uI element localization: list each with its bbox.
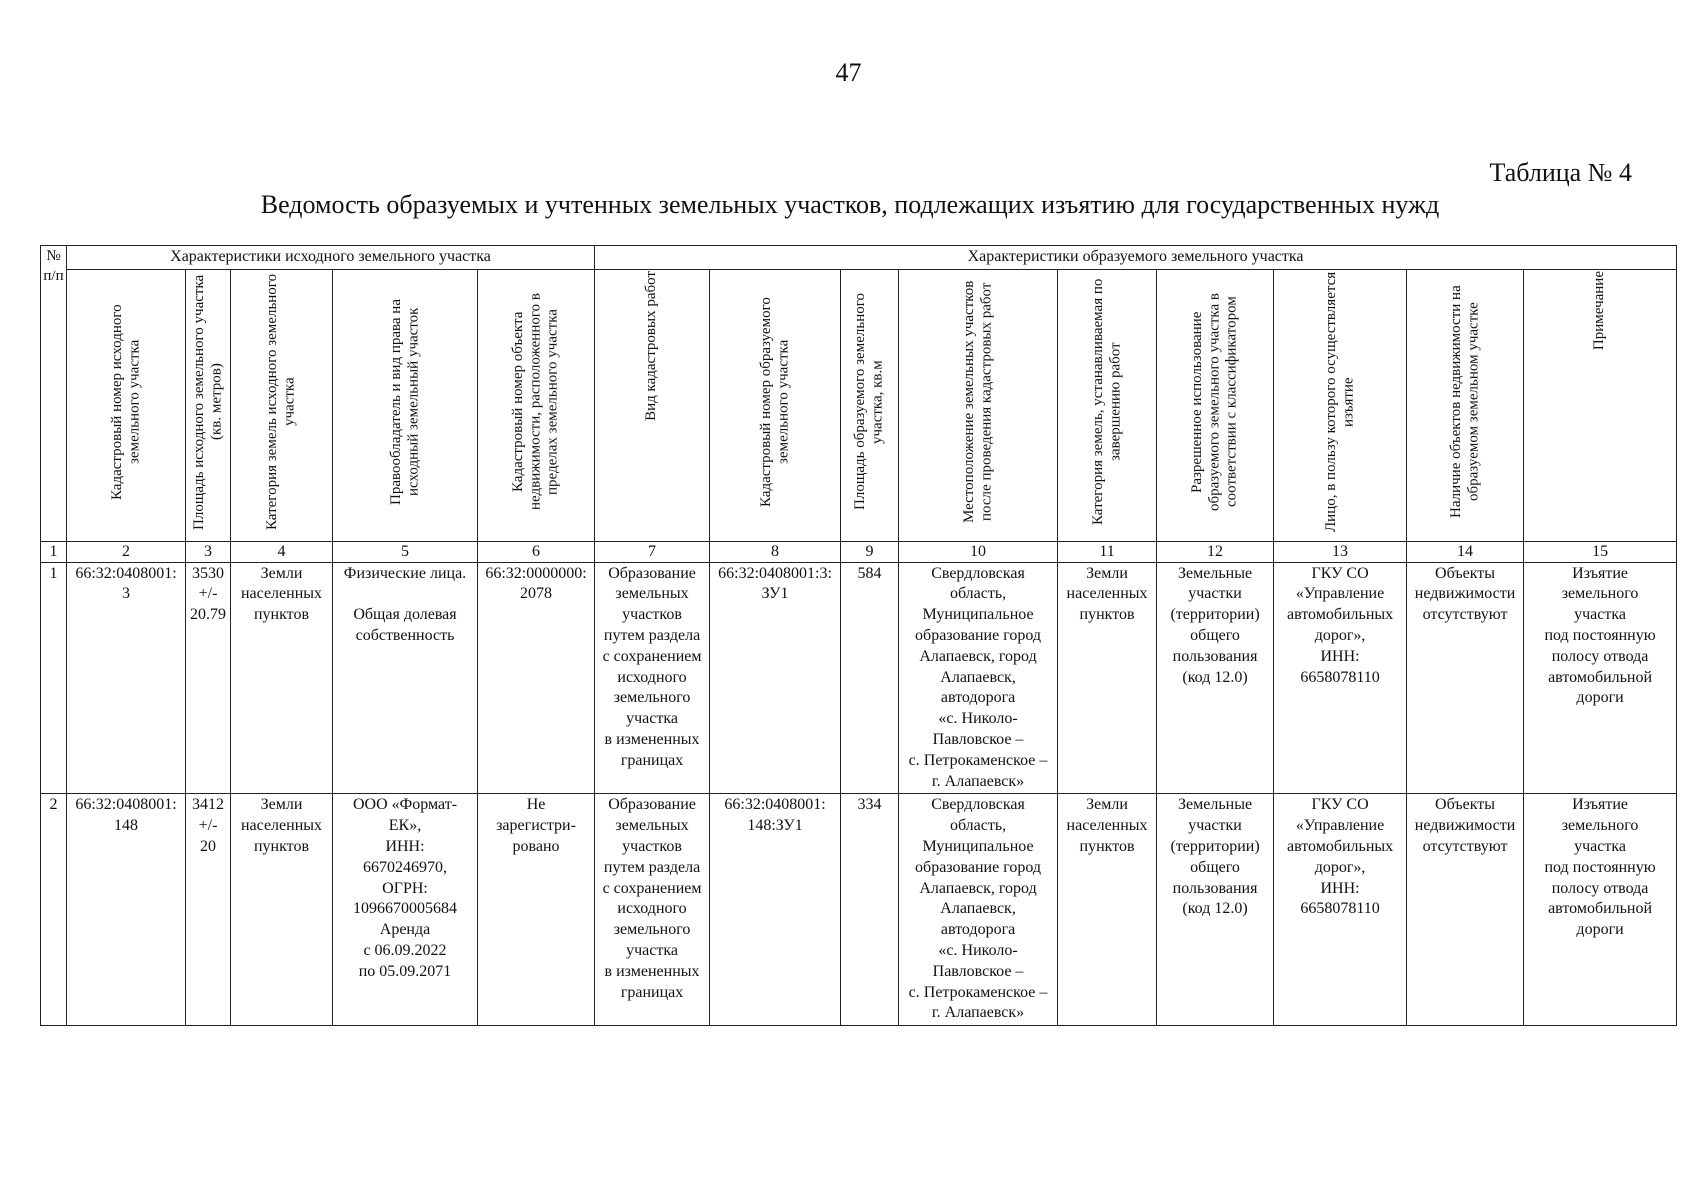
formed-area: 334 xyxy=(841,794,899,1026)
table-row xyxy=(41,794,1677,1026)
header-col-7: Вид кадастровых работ xyxy=(595,269,710,541)
header-col-3: Площадь исходного земельного участка (кв. метров) xyxy=(186,269,231,541)
source-cadastral-number: 66:32:0408001: 3 xyxy=(67,562,186,794)
header-col-4: Категория земель исходного земельного участка xyxy=(231,269,333,541)
header-col-12: Разрешенное использование образуемого земельного участка в соответствии с классификатором xyxy=(1157,269,1274,541)
header-col-8: Кадастровый номер образуемого земельного участка xyxy=(710,269,841,541)
beneficiary: ГКУ СО «Управление автомобильных дорог», ИНН: 6658078110 xyxy=(1274,794,1407,1026)
column-number: 8 xyxy=(710,541,841,562)
header-col-14: Наличие объектов недвижимости на образуемом земельном участке xyxy=(1407,269,1524,541)
formed-area: 584 xyxy=(841,562,899,794)
owner-and-right: ООО «Формат- ЕК», ИНН: 6670246970, ОГРН: 1096670005684 Аренда с 06.09.2022 по 05.09.2071 xyxy=(333,794,478,1026)
category-after: Земли населенных пунктов xyxy=(1058,794,1157,1026)
row-number: 1 xyxy=(41,562,67,794)
column-number: 11 xyxy=(1058,541,1157,562)
column-number: 1 xyxy=(41,541,67,562)
cadastral-work-type: Образование земельных участков путем раздела с сохранением исходного земельного участка в измененных границах xyxy=(595,794,710,1026)
location: Свердловская область, Муниципальное образование город Алапаевск, город Алапаевск, автодорога «с. Николо- Павловское – с. Петрокаменское – г. Алапаевск» xyxy=(899,562,1058,794)
beneficiary: ГКУ СО «Управление автомобильных дорог», ИНН: 6658078110 xyxy=(1274,562,1407,794)
document-title: Ведомость образуемых и учтенных земельных участков, подлежащих изъятию для государственных нужд xyxy=(260,190,1440,219)
column-number: 4 xyxy=(231,541,333,562)
column-number: 7 xyxy=(595,541,710,562)
column-number: 12 xyxy=(1157,541,1274,562)
objects-presence: Объекты недвижимости отсутствуют xyxy=(1407,794,1524,1026)
category-after: Земли населенных пунктов xyxy=(1058,562,1157,794)
formed-cadastral-number: 66:32:0408001: 148:ЗУ1 xyxy=(710,794,841,1026)
header-col-5: Правообладатель и вид права на исходный земельный участок xyxy=(333,269,478,541)
object-cadastral-number: 66:32:0000000: 2078 xyxy=(478,562,595,794)
column-number: 10 xyxy=(899,541,1058,562)
cadastral-work-type: Образование земельных участков путем раздела с сохранением исходного земельного участка в измененных границах xyxy=(595,562,710,794)
column-numbers-row xyxy=(41,541,1677,562)
header-col-9: Площадь образуемого земельного участка, кв.м xyxy=(841,269,899,541)
table-row xyxy=(41,562,1677,794)
column-number: 9 xyxy=(841,541,899,562)
objects-presence: Объекты недвижимости отсутствуют xyxy=(1407,562,1524,794)
formed-cadastral-number: 66:32:0408001:3: ЗУ1 xyxy=(710,562,841,794)
page-number: 47 xyxy=(835,58,862,87)
object-cadastral-number: Не зарегистри- ровано xyxy=(478,794,595,1026)
permitted-use: Земельные участки (территории) общего пользования (код 12.0) xyxy=(1157,794,1274,1026)
column-number: 13 xyxy=(1274,541,1407,562)
source-cadastral-number: 66:32:0408001: 148 xyxy=(67,794,186,1026)
owner-and-right: Физические лица. Общая долевая собственность xyxy=(333,562,478,794)
permitted-use: Земельные участки (территории) общего пользования (код 12.0) xyxy=(1157,562,1274,794)
note: Изъятие земельного участка под постоянную полосу отвода автомобильной дороги xyxy=(1524,562,1677,794)
source-land-category: Земли населенных пунктов xyxy=(231,794,333,1026)
column-number: 14 xyxy=(1407,541,1524,562)
column-number: 2 xyxy=(67,541,186,562)
source-area: 3530 +/- 20.79 xyxy=(186,562,231,794)
land-plots-table xyxy=(40,245,1677,1026)
source-land-category: Земли населенных пунктов xyxy=(231,562,333,794)
header-group-formed: Характеристики образуемого земельного участка xyxy=(595,246,1677,270)
source-area: 3412 +/- 20 xyxy=(186,794,231,1026)
header-col-6: Кадастровый номер объекта недвижимости, расположенного в пределах земельного участка xyxy=(478,269,595,541)
header-col-13: Лицо, в пользу которого осуществляется изъятие xyxy=(1274,269,1407,541)
column-number: 6 xyxy=(478,541,595,562)
header-col-10: Местоположение земельных участков после проведения кадастровых работ xyxy=(899,269,1058,541)
header-group-source: Характеристики исходного земельного участка xyxy=(67,246,595,270)
header-col-15: Примечание xyxy=(1524,269,1677,541)
header-num: № п/п xyxy=(41,246,67,542)
header-col-11: Категория земель, устанавливаемая по завершению работ xyxy=(1058,269,1157,541)
note: Изъятие земельного участка под постоянную полосу отвода автомобильной дороги xyxy=(1524,794,1677,1026)
location: Свердловская область, Муниципальное образование город Алапаевск, город Алапаевск, автодорога «с. Николо- Павловское – с. Петрокаменское – г. Алапаевск» xyxy=(899,794,1058,1026)
row-number: 2 xyxy=(41,794,67,1026)
column-number: 15 xyxy=(1524,541,1677,562)
column-number: 3 xyxy=(186,541,231,562)
column-number: 5 xyxy=(333,541,478,562)
table-label: Таблица № 4 xyxy=(1489,158,1632,187)
header-col-2: Кадастровый номер исходного земельного участка xyxy=(67,269,186,541)
